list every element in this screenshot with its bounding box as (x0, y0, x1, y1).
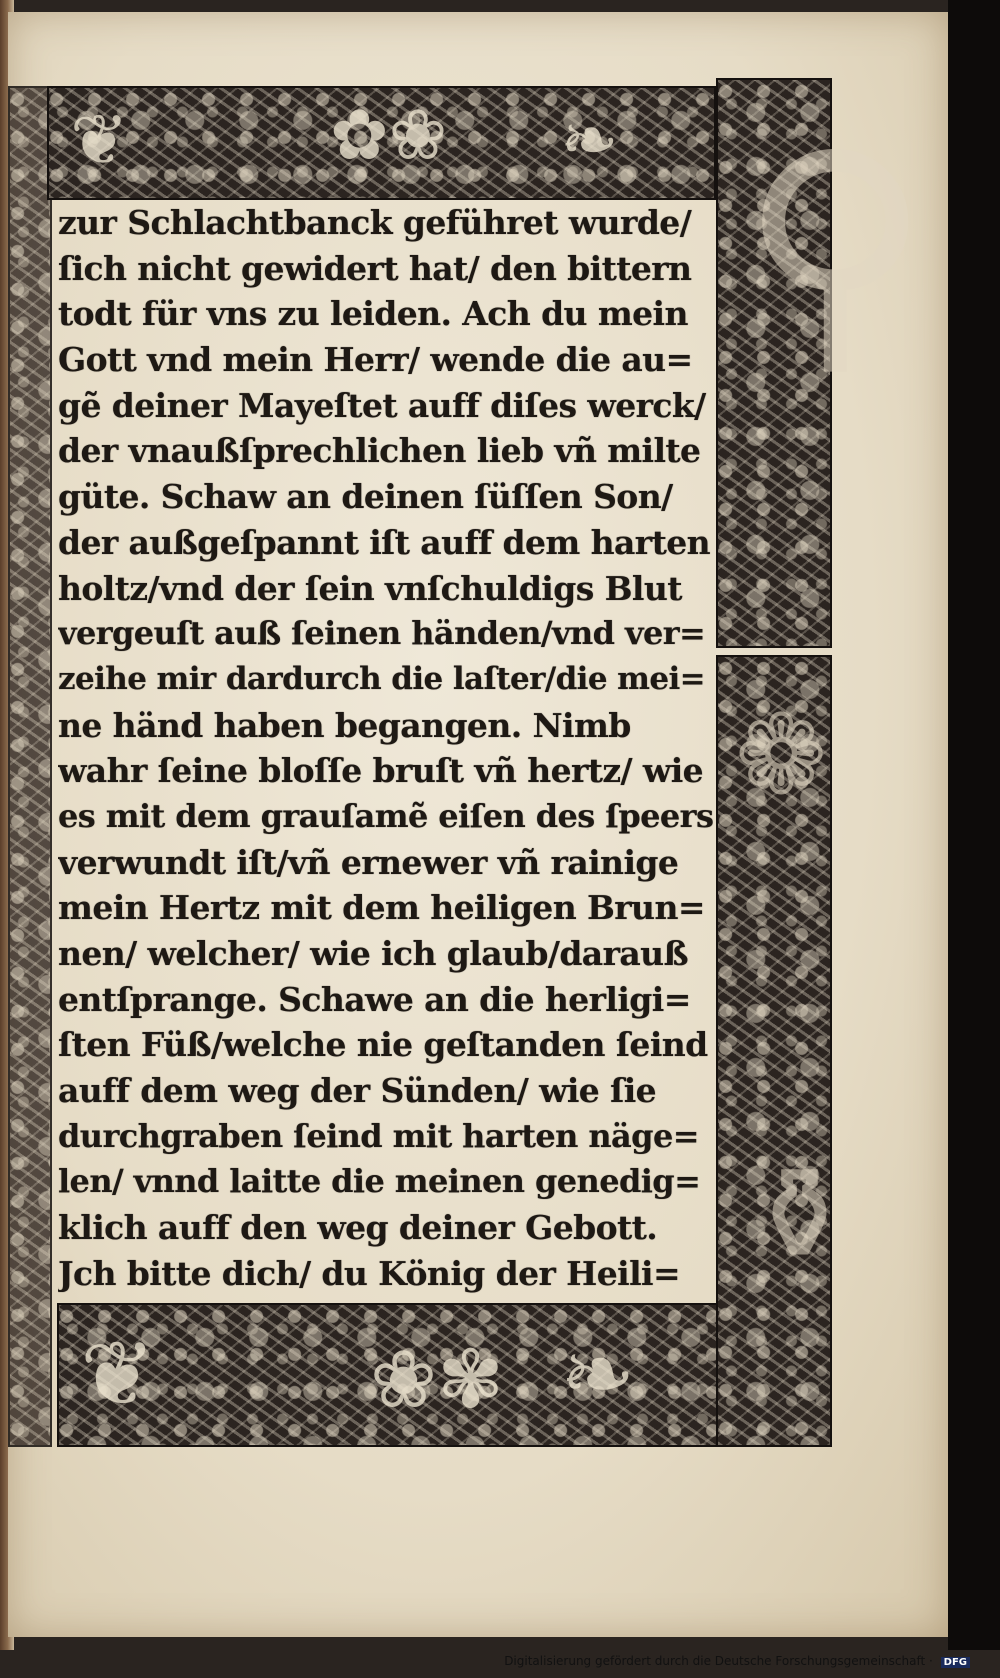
woodcut-border-left (8, 86, 52, 1447)
acanthus-scroll-icon: ❦ (70, 99, 129, 181)
text-line: zeihe mir dardurch die laſter/die mei= (58, 660, 706, 697)
standing-figure-icon: ⚲ (740, 99, 931, 401)
text-line: wahr ſeine bloſſe bruſt vñ hertz/ wie (58, 751, 704, 791)
text-line: len/ vnnd laitte die meinen genedig= (58, 1162, 701, 1201)
vase-foliage-icon: ⚱ (745, 1139, 854, 1291)
text-line: entſprange. Schawe an die herligi= (58, 979, 691, 1019)
text-line: holtz/vnd der ſein vnſchuldigs Blut (58, 568, 682, 608)
fruit-garland-icon: ✿❀ (330, 94, 448, 176)
text-line: ſich nicht gewidert hat/ den bittern (58, 248, 692, 288)
text-line: durchgraben ſeind mit harten näge= (58, 1116, 699, 1155)
text-line: verwundt iſt/vñ ernewer vñ rainige (58, 842, 679, 882)
text-line: nen/ welcher/ wie ich glaub/darauß (58, 934, 689, 973)
acanthus-scroll-icon: ❧ (560, 99, 619, 181)
woodcut-border-right-foliage (716, 655, 832, 1447)
acanthus-scroll-icon: ❧ (560, 1322, 636, 1427)
text-line: der außgeſpannt iſt auff dem harten (58, 522, 711, 562)
text-line: es mit dem grauſamẽ eiſen des ſpeers (58, 796, 713, 835)
text-line: Jch bitte dich/ du König der Heili= (58, 1253, 681, 1293)
text-line: gẽ deiner Mayeſtet auff diſes werck/ (58, 385, 706, 425)
text-line: klich auff den weg deiner Gebott. (58, 1208, 658, 1248)
text-line: ne händ haben begangen. Nimb (58, 705, 631, 745)
fruit-garland-icon: ❀✾ (370, 1333, 505, 1426)
text-line: Gott vnd mein Herr/ wende die au= (58, 340, 693, 380)
dfg-logo-icon: DFG (941, 1657, 970, 1668)
digitization-credit: Digitalisierung gefördert durch die Deutsche Forschungsgemeinschaft · DFG (504, 1654, 970, 1668)
text-line: güte. Schaw an deinen ſüſſen Son/ (58, 477, 673, 517)
vase-foliage-icon: ❁ (735, 691, 828, 819)
credit-text: Digitalisierung gefördert durch die Deutsche Forschungsgemeinschaft (504, 1654, 926, 1668)
woodcut-border-bottom (57, 1303, 726, 1447)
acanthus-scroll-icon: ❦ (80, 1322, 156, 1427)
text-line: auff dem weg der Sünden/ wie ſie (58, 1071, 657, 1111)
text-line: todt für vns zu leiden. Ach du mein (58, 294, 688, 334)
scan-background (948, 0, 1000, 1650)
woodcut-border-right-figure (716, 78, 832, 648)
text-line: mein Hertz mit dem heiligen Brun= (58, 888, 705, 928)
text-line: der vnaußſprechlichen lieb vñ milte (58, 431, 701, 471)
text-line: vergeuſt auß ſeinen händen/vnd ver= (58, 614, 706, 653)
blackletter-text-block (58, 200, 713, 1300)
woodcut-border-top (47, 86, 716, 200)
text-line: zur Schlachtbanck geführet wurde/ (58, 203, 692, 242)
text-line: ſten Füß/welche nie geſtanden ſeind (58, 1025, 708, 1065)
